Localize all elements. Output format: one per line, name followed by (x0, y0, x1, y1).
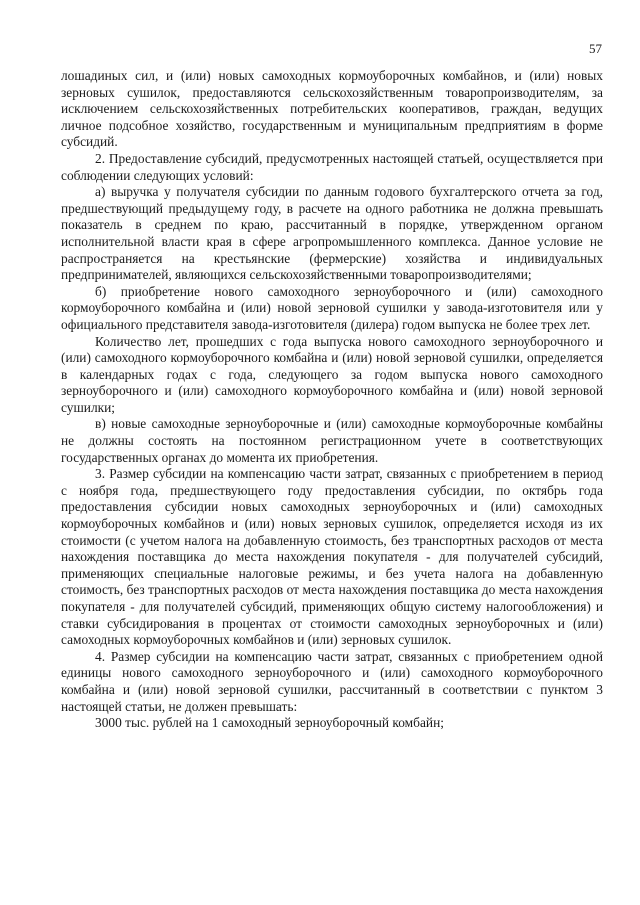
paragraph-continuation: лошадиных сил, и (или) новых самоходных кормоуборочных комбайнов, и (или) новых зерновых сушилок, предоставляются сельскохозяйственным товаропроизводителям, за исключением сельскохозяйственных потребительских кооперативов, граждан, ведущих личное подсобное хозяйство, государственным и муниципальным предприятиям в форме субсидий. (61, 68, 603, 150)
paragraph-years-count: Количество лет, прошедших с года выпуска нового самоходного зерноуборочного и (или) самоходного кормоуборочного комбайна и (или) новой зерновой сушилки, определяется в календарных годах с года, следующего за годом выпуска нового самоходного зерноуборочного и (или) самоходного кормоуборочного комбайна и (или) новой зерновой сушилки; (61, 333, 603, 415)
paragraph-condition-a: а) выручка у получателя субсидии по данным годового бухгалтерского отчета за год, предшествующий предыдущему году, в расчете на одного работника не должна превышать показатель в среднем по краю, рассчитанный в порядке, утвержденном органом исполнительной власти края в сфере агропромышленного комплекса. Данное условие не распространяется на крестьянские (фермерские) хозяйства и индивидуальных предпринимателей, являющихся сельскохозяйственными товаропроизводителями; (61, 184, 603, 283)
page-number: 57 (589, 41, 602, 56)
paragraph-clause-4: 4. Размер субсидии на компенсацию части затрат, связанных с приобретением одной единицы нового самоходного зерноуборочного и (или) самоходного кормоуборочного комбайна и (или) новой зерновой сушилки, рассчитанный в соответствии с пунктом 3 настоящей статьи, не должен превышать: (61, 648, 603, 714)
paragraph-condition-c: в) новые самоходные зерноуборочные и (или) самоходные кормоуборочные комбайны не должны состоять на постоянном регистрационном учете в соответствующих государственных органах до момента их приобретения. (61, 416, 603, 465)
document-body (61, 68, 603, 732)
paragraph-condition-b: б) приобретение нового самоходного зерноуборочного и (или) самоходного кормоуборочного комбайна и (или) новой зерновой сушилки у завода-изготовителя или у официального представителя завода-изготовителя (дилера) годом выпуска не более трех лет. (61, 283, 603, 332)
paragraph-limit-combine: 3000 тыс. рублей на 1 самоходный зерноуборочный комбайн; (95, 715, 444, 731)
paragraph-clause-3: 3. Размер субсидии на компенсацию части затрат, связанных с приобретением в период с ноября года, предшествующего году предоставления субсидии, по октябрь года предоставления субсидии новых самоходных зерноуборочных и (или) самоходных кормоуборочных комбайнов и (или) новых зерновых сушилок, определяется исходя из их стоимости (с учетом налога на добавленную стоимость, без транспортных расходов от места нахождения поставщика до места нахождения покупателя - для получателей субсидий, применяющих специальные налоговые режимы, и без учета налога на добавленную стоимость, без транспортных расходов от места нахождения поставщика до места нахождения покупателя - для получателей субсидий, применяющих общую систему налогообложения) и ставки субсидирования в процентах от стоимости самоходных зерноуборочных и (или) самоходных кормоуборочных комбайнов и (или) зерновых сушилок. (61, 466, 603, 648)
paragraph-clause-2: 2. Предоставление субсидий, предусмотренных настоящей статьей, осуществляется при соблюдении следующих условий: (61, 150, 603, 183)
